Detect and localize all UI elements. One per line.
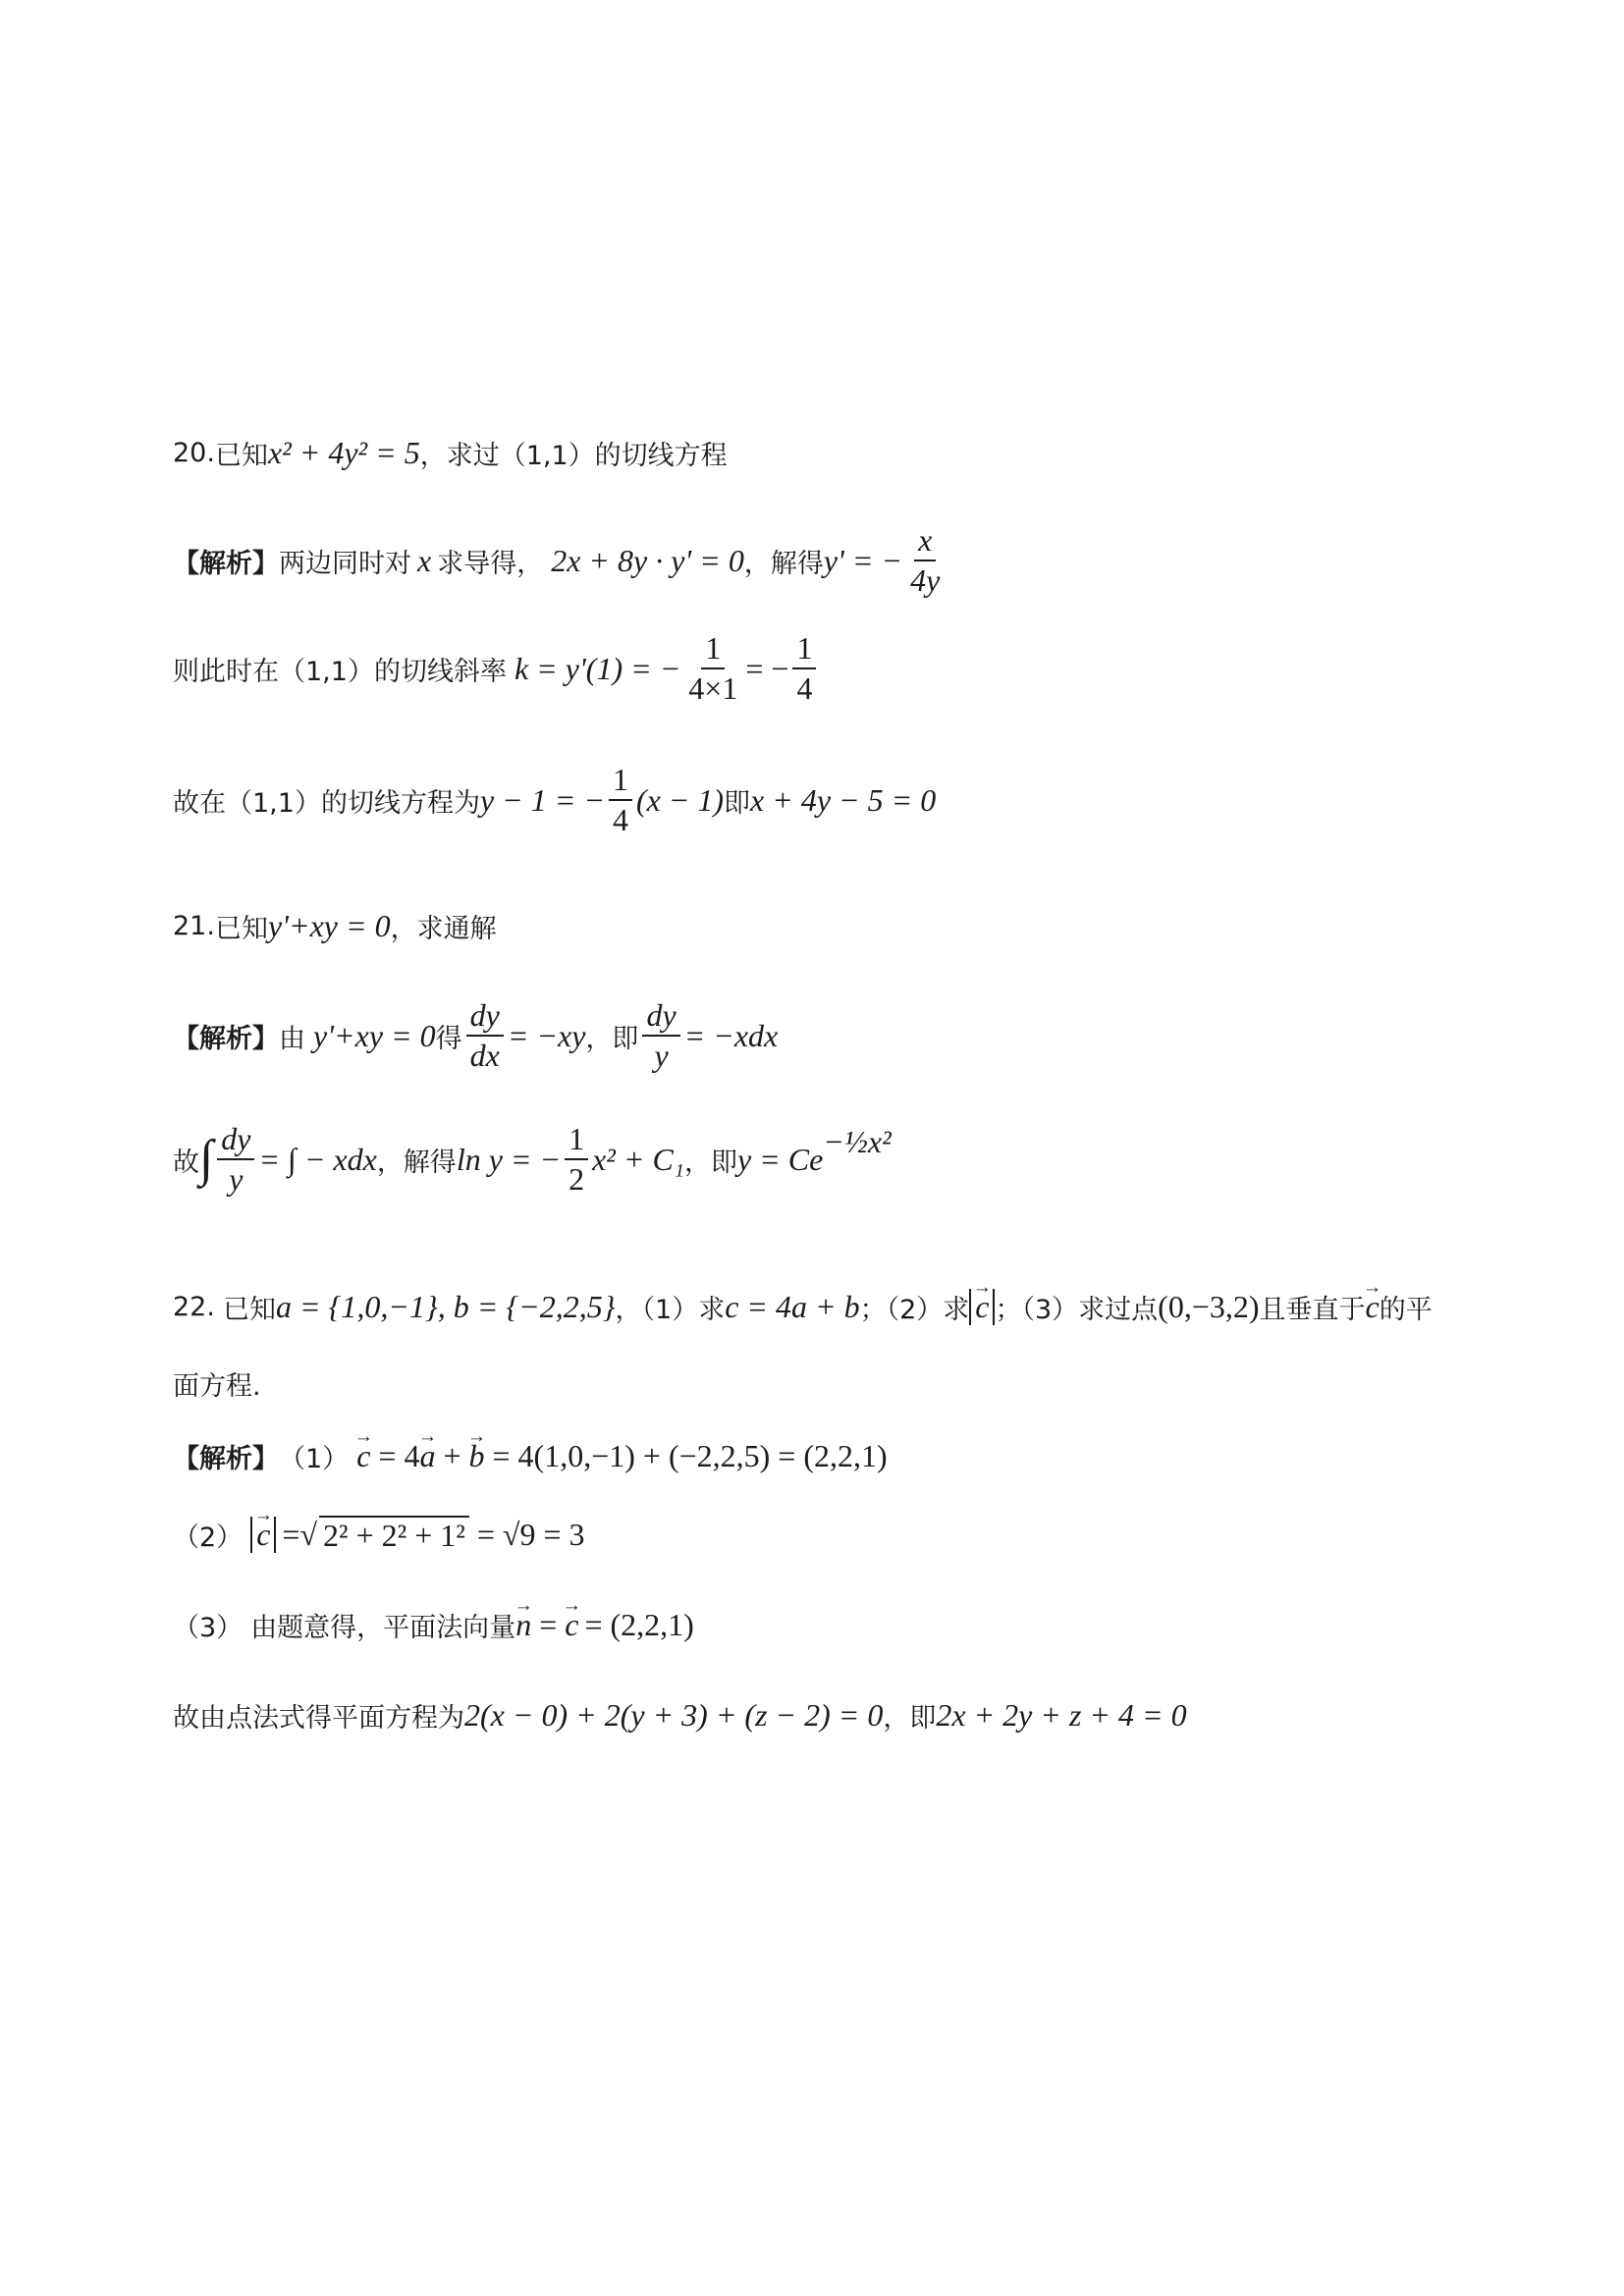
fraction xyxy=(609,763,632,837)
q20-sol3-eq3: x + 4y − 5 = 0 xyxy=(750,781,937,818)
q22-p5: 的平 xyxy=(1379,1294,1433,1325)
q22-sol1-label: （1） xyxy=(279,1443,350,1474)
q22-solution-line4 xyxy=(173,1671,1187,1759)
q20-number: 20. xyxy=(173,437,215,468)
q21-sol2-text3: ，即 xyxy=(683,1147,737,1178)
q22-eq2: c = 4a + b xyxy=(725,1288,860,1324)
abs-c-vector: → c xyxy=(250,1517,276,1553)
q22-p1: ，（1）求 xyxy=(615,1294,726,1325)
q22-point: (0,−3,2) xyxy=(1158,1288,1260,1324)
q20-sol1-text3: ，解得 xyxy=(743,548,824,579)
q20-tail: ，求过（1,1）的切线方程 xyxy=(419,440,728,471)
fraction xyxy=(642,998,679,1073)
q22-sol2-radicand: 2² + 2² + 1² xyxy=(319,1516,469,1554)
q21-sol2-text2: ，解得 xyxy=(376,1147,457,1178)
q20-sol1-var: x xyxy=(417,542,432,578)
q22-solution-line1 xyxy=(173,1412,888,1500)
q20-sol1-equation: 2x + 8y · y' = 0 xyxy=(551,542,744,578)
q21-solution-line1 xyxy=(173,991,778,1080)
q21-sol2-eq2: ln y = − xyxy=(456,1141,562,1177)
q22-statement xyxy=(173,1262,1433,1351)
fraction xyxy=(466,998,504,1073)
fraction-numerator: dy xyxy=(466,998,504,1037)
fraction-numerator: 1 xyxy=(565,1122,588,1160)
q20-sol1-text2: 求导得， xyxy=(437,548,544,579)
q22-sol4-text1: 故由点法式得平面方程为 xyxy=(173,1702,464,1734)
fraction xyxy=(792,631,816,706)
fraction-denominator: 4×1 xyxy=(688,670,738,706)
q22-sol4-eq1: 2(x − 0) + 2(y + 3) + (z − 2) = 0 xyxy=(464,1696,884,1733)
fraction-denominator: 4y xyxy=(910,562,941,598)
solution-tag: 【解析】 xyxy=(173,1443,279,1474)
q21-number: 21. xyxy=(173,910,215,941)
q21-sol1-eq3: = −xdx xyxy=(683,1017,779,1053)
fraction-numerator: dy xyxy=(217,1122,254,1160)
q20-solution-line1 xyxy=(173,516,947,605)
fraction-denominator: 4 xyxy=(796,670,813,706)
q20-sol3-text1: 故在（1,1）的切线方程为 xyxy=(173,787,480,819)
fraction-numerator: x xyxy=(914,523,936,561)
q21-sol1-eq2: = −xy xyxy=(507,1017,586,1053)
q21-known: 已知 xyxy=(214,913,268,944)
q22-sol3-vectors: → n = → c xyxy=(515,1607,578,1643)
integral-sign: ∫ xyxy=(199,1131,214,1187)
q22-cont: 面方程. xyxy=(173,1370,261,1402)
q20-sol2-eq1: k = y'(1) = − xyxy=(514,650,681,686)
q22-sol3-eq: = (2,2,1) xyxy=(584,1606,694,1642)
q21-sol2-exponent: −½x² xyxy=(823,1123,892,1159)
abs-c-vector: → c xyxy=(969,1289,995,1325)
solution-tag: 【解析】 xyxy=(173,548,279,579)
q20-sol3-text2: 即 xyxy=(724,787,751,819)
q22-p4: 且垂直于 xyxy=(1259,1294,1366,1325)
q21-statement xyxy=(173,881,497,970)
fraction xyxy=(906,523,944,598)
q22-sol3-label: （3） xyxy=(173,1612,244,1643)
sqrt-symbol: √ xyxy=(299,1516,317,1552)
q21-sol1-eq1: y'+xy = 0 xyxy=(313,1017,436,1053)
q22-eq1: a = {1,0,−1}, b = {−2,2,5} xyxy=(275,1288,616,1324)
q20-equation: x² + 4y² = 5 xyxy=(267,434,420,470)
q20-known: 已知 xyxy=(214,440,268,471)
fraction-denominator: y xyxy=(229,1161,244,1197)
q21-sol1-text3: ，即 xyxy=(585,1023,639,1054)
q22-solution-line2 xyxy=(173,1490,585,1578)
q20-sol3-eq2: (x − 1) xyxy=(635,781,725,818)
fraction-numerator: 1 xyxy=(609,763,632,801)
fraction-denominator: y xyxy=(654,1038,669,1073)
fraction-denominator: 4 xyxy=(612,802,628,837)
fraction-numerator: 1 xyxy=(701,631,725,669)
fraction-denominator: dx xyxy=(469,1038,500,1073)
q22-sol2-eq2: = √9 = 3 xyxy=(476,1516,585,1552)
solution-tag: 【解析】 xyxy=(173,1023,279,1054)
q22-sol2-label: （2） xyxy=(173,1522,244,1553)
q20-sol1-lhs: y' = − xyxy=(823,542,903,578)
q22-sol4-text2: ，即 xyxy=(883,1702,937,1734)
q20-sol3-eq1: y − 1 = − xyxy=(479,781,605,818)
fraction-numerator: dy xyxy=(642,998,679,1037)
q22-p2: ；（2）求 xyxy=(859,1294,970,1325)
c-vector: → c xyxy=(1366,1289,1380,1325)
q22-number: 22. xyxy=(173,1291,215,1322)
q22-p3: ；（3）求过点 xyxy=(995,1294,1159,1325)
fraction-denominator: 2 xyxy=(568,1161,585,1197)
q20-sol1-text1: 两边同时对 xyxy=(279,548,411,579)
fraction xyxy=(565,1122,588,1197)
q22-known: 已知 xyxy=(222,1294,276,1325)
q21-sol2-eq4: y = Ce xyxy=(736,1141,824,1177)
q21-sol2-text1: 故 xyxy=(173,1147,199,1178)
q22-sol2-eq1: = xyxy=(282,1516,300,1552)
q20-solution-line2 xyxy=(173,624,820,713)
fraction xyxy=(217,1122,254,1197)
fraction-numerator: 1 xyxy=(792,631,816,669)
q22-solution-line3 xyxy=(173,1580,694,1669)
q21-sol2-eq1: = ∫ − xdx xyxy=(258,1141,377,1177)
q22-sol3-text: 由题意得，平面法向量 xyxy=(250,1612,516,1643)
q21-sol1-text1: 由 xyxy=(279,1023,305,1054)
fraction xyxy=(684,631,741,706)
q22-sol1-vectors: → c = 4→ a + → b xyxy=(356,1438,484,1474)
q21-equation: y'+xy = 0 xyxy=(267,907,391,943)
q21-sol2-eq3: x² + C₁ xyxy=(592,1141,684,1177)
q21-solution-line2 xyxy=(173,1115,892,1203)
q21-tail: ，求通解 xyxy=(390,913,497,944)
q20-sol2-text1: 则此时在（1,1）的切线斜率 xyxy=(173,656,507,687)
q21-sol1-text2: 得 xyxy=(435,1023,462,1054)
q20-solution-line3 xyxy=(173,756,936,844)
q20-sol2-eq2: = − xyxy=(745,650,789,686)
q22-sol1-eq: = 4(1,0,−1) + (−2,2,5) = (2,2,1) xyxy=(492,1437,888,1473)
q22-sol4-eq2: 2x + 2y + z + 4 = 0 xyxy=(936,1696,1187,1733)
q20-statement xyxy=(173,408,728,497)
